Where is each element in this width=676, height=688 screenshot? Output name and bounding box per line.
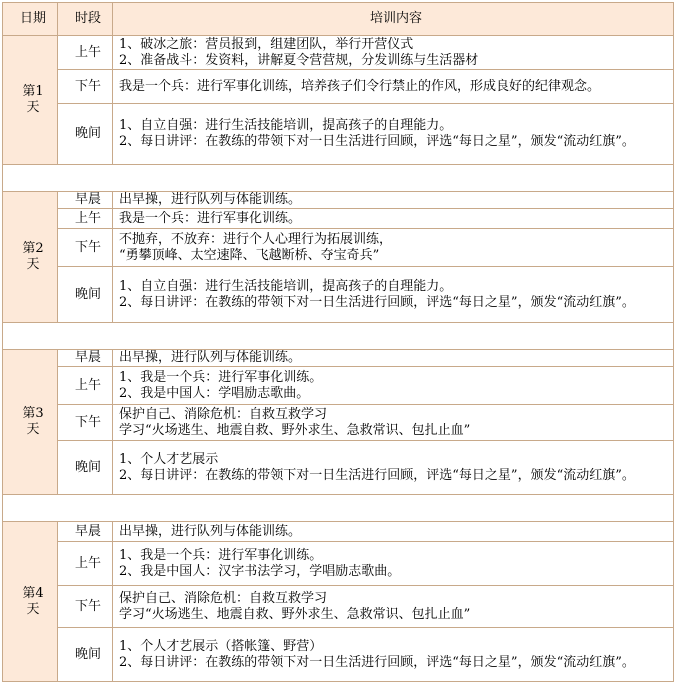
spacer-row xyxy=(3,495,674,522)
content-cell: 1、破冰之旅：营员报到，组建团队，举行开营仪式 2、准备战斗：发资料，讲解夏令营营规，分发训练与生活器材 xyxy=(113,36,674,70)
table-row xyxy=(3,405,674,441)
content-cell: 出早操，进行队列与体能训练。 xyxy=(113,350,674,367)
spacer-row xyxy=(3,165,674,192)
content-cell: 1、自立自强：进行生活技能培训，提高孩子的自理能力。 2、每日讲评：在教练的带领下对一日生活进行回顾，评选“每日之星”，颁发“流动红旗”。 xyxy=(113,267,674,323)
header-content: 培训内容 xyxy=(113,3,674,36)
content-cell: 不抛弃，不放弃：进行个人心理行为拓展训练， “勇攀顶峰、太空速降、飞越断桥、夺宝奇兵” xyxy=(113,229,674,267)
slot-cell: 早晨 xyxy=(58,192,113,209)
table-row xyxy=(3,586,674,628)
content-cell: 保护自己、消除危机：自救互救学习 学习“火场逃生、地震自救、野外求生、急救常识、包扎止血” xyxy=(113,405,674,441)
slot-cell: 晚间 xyxy=(58,104,113,165)
slot-cell: 下午 xyxy=(58,405,113,441)
day-label: 第4 天 xyxy=(3,522,58,682)
table-row xyxy=(3,36,674,70)
slot-cell: 晚间 xyxy=(58,267,113,323)
table-row xyxy=(3,542,674,586)
header-row xyxy=(3,3,674,36)
schedule-table xyxy=(2,2,674,682)
day-label: 第1 天 xyxy=(3,36,58,165)
table-row xyxy=(3,70,674,104)
table-row xyxy=(3,350,674,367)
content-cell: 1、个人才艺展示（搭帐篷、野营） 2、每日讲评：在教练的带领下对一日生活进行回顾，评选“每日之星”，颁发“流动红旗”。 xyxy=(113,628,674,682)
slot-cell: 下午 xyxy=(58,70,113,104)
table-row xyxy=(3,192,674,209)
slot-cell: 晚间 xyxy=(58,628,113,682)
slot-cell: 上午 xyxy=(58,367,113,405)
table-row xyxy=(3,104,674,165)
table-row xyxy=(3,522,674,542)
table-row xyxy=(3,367,674,405)
header-date: 日期 xyxy=(3,3,58,36)
table-row xyxy=(3,209,674,229)
table-row xyxy=(3,441,674,495)
content-cell: 我是一个兵：进行军事化训练，培养孩子们令行禁止的作风，形成良好的纪律观念。 xyxy=(113,70,674,104)
content-cell: 1、我是一个兵：进行军事化训练。 2、我是中国人：汉字书法学习，学唱励志歌曲。 xyxy=(113,542,674,586)
table-row xyxy=(3,628,674,682)
day-label: 第3 天 xyxy=(3,350,58,495)
content-cell: 保护自己、消除危机：自救互救学习 学习“火场逃生、地震自救、野外求生、急救常识、包扎止血” xyxy=(113,586,674,628)
slot-cell: 上午 xyxy=(58,209,113,229)
day-label: 第2 天 xyxy=(3,192,58,323)
spacer-row xyxy=(3,323,674,350)
slot-cell: 早晨 xyxy=(58,350,113,367)
content-cell: 1、个人才艺展示 2、每日讲评：在教练的带领下对一日生活进行回顾，评选“每日之星”，颁发“流动红旗”。 xyxy=(113,441,674,495)
slot-cell: 上午 xyxy=(58,36,113,70)
content-cell: 1、我是一个兵：进行军事化训练。 2、我是中国人：学唱励志歌曲。 xyxy=(113,367,674,405)
slot-cell: 早晨 xyxy=(58,522,113,542)
content-cell: 我是一个兵：进行军事化训练。 xyxy=(113,209,674,229)
content-cell: 出早操，进行队列与体能训练。 xyxy=(113,522,674,542)
table-row xyxy=(3,229,674,267)
table-row xyxy=(3,267,674,323)
slot-cell: 上午 xyxy=(58,542,113,586)
slot-cell: 下午 xyxy=(58,586,113,628)
slot-cell: 晚间 xyxy=(58,441,113,495)
slot-cell: 下午 xyxy=(58,229,113,267)
content-cell: 1、自立自强：进行生活技能培训，提高孩子的自理能力。 2、每日讲评：在教练的带领下对一日生活进行回顾，评选“每日之星”，颁发“流动红旗”。 xyxy=(113,104,674,165)
header-slot: 时段 xyxy=(58,3,113,36)
content-cell: 出早操，进行队列与体能训练。 xyxy=(113,192,674,209)
